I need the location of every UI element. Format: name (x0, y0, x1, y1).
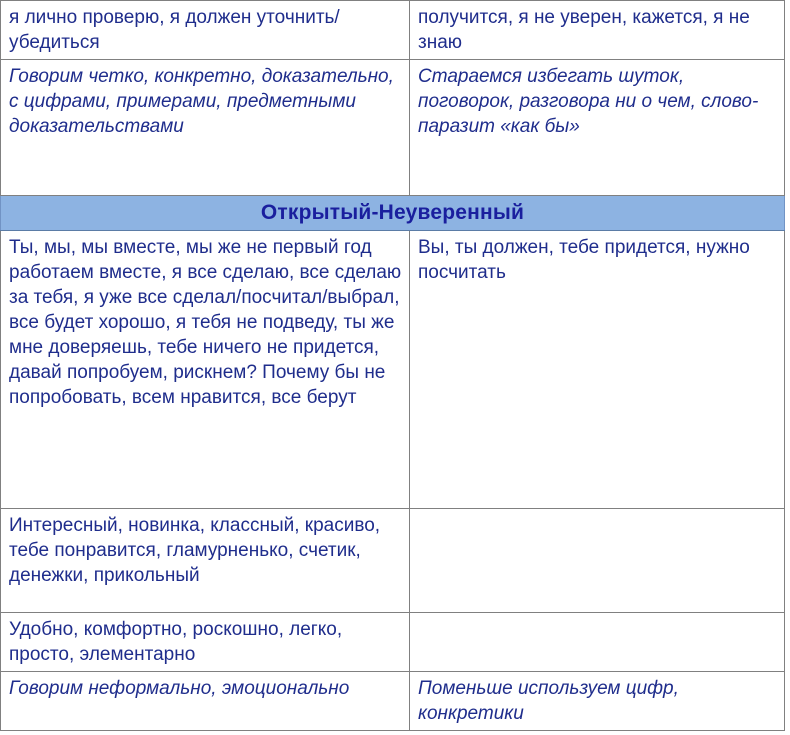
cell-left (1, 613, 410, 672)
table-row (1, 672, 785, 731)
cell-text: Удобно, комфортно, роскошно, легко, просто, элементарно (9, 619, 343, 665)
cell-text: получится, я не уверен, кажется, я не знаю (418, 7, 750, 53)
cell-text: Поменьше используем цифр, конкретики (418, 678, 679, 724)
cell-text: я лично проверю, я должен уточнить/убедиться (9, 7, 340, 53)
cell-right (410, 672, 785, 731)
cell-text: Интересный, новинка, классный, красиво, тебе понравится, гламурненько, счетик, денежки, прикольный (9, 515, 381, 586)
cell-right (410, 231, 785, 509)
table-row (1, 1, 785, 60)
cell-right (410, 1, 785, 60)
cell-text: Говорим четко, конкретно, доказательно, с цифрами, примерами, предметными доказательствами (9, 66, 394, 137)
cell-text: Вы, ты должен, тебе придется, нужно посчитать (418, 237, 750, 283)
table-row (1, 509, 785, 613)
cell-right (410, 509, 785, 613)
section-header-band: Открытый-Неуверенный (1, 196, 785, 231)
table-row (1, 613, 785, 672)
cell-text: Говорим неформально, эмоционально (9, 678, 350, 699)
cell-right (410, 613, 785, 672)
section-header-row (1, 196, 785, 231)
cell-left (1, 231, 410, 509)
cell-left (1, 60, 410, 196)
cell-left (1, 509, 410, 613)
cell-right (410, 60, 785, 196)
table-row (1, 231, 785, 509)
cell-text: Ты, мы, мы вместе, мы же не первый год работаем вместе, я все сделаю, все сделаю за тебя, я уже все сделал/посчитал/выбрал, все будет хорошо, я тебя не подведу, ты же мне доверяешь, тебе ничего не придется, давай попробуем, рискнем? Почему бы не попробовать, всем нравится, все берут (9, 237, 402, 408)
table-row (1, 60, 785, 196)
cell-text: Стараемся избегать шуток, поговорок, разговора ни о чем, слово-паразит «как бы» (418, 66, 759, 137)
cell-left (1, 672, 410, 731)
cell-left (1, 1, 410, 60)
